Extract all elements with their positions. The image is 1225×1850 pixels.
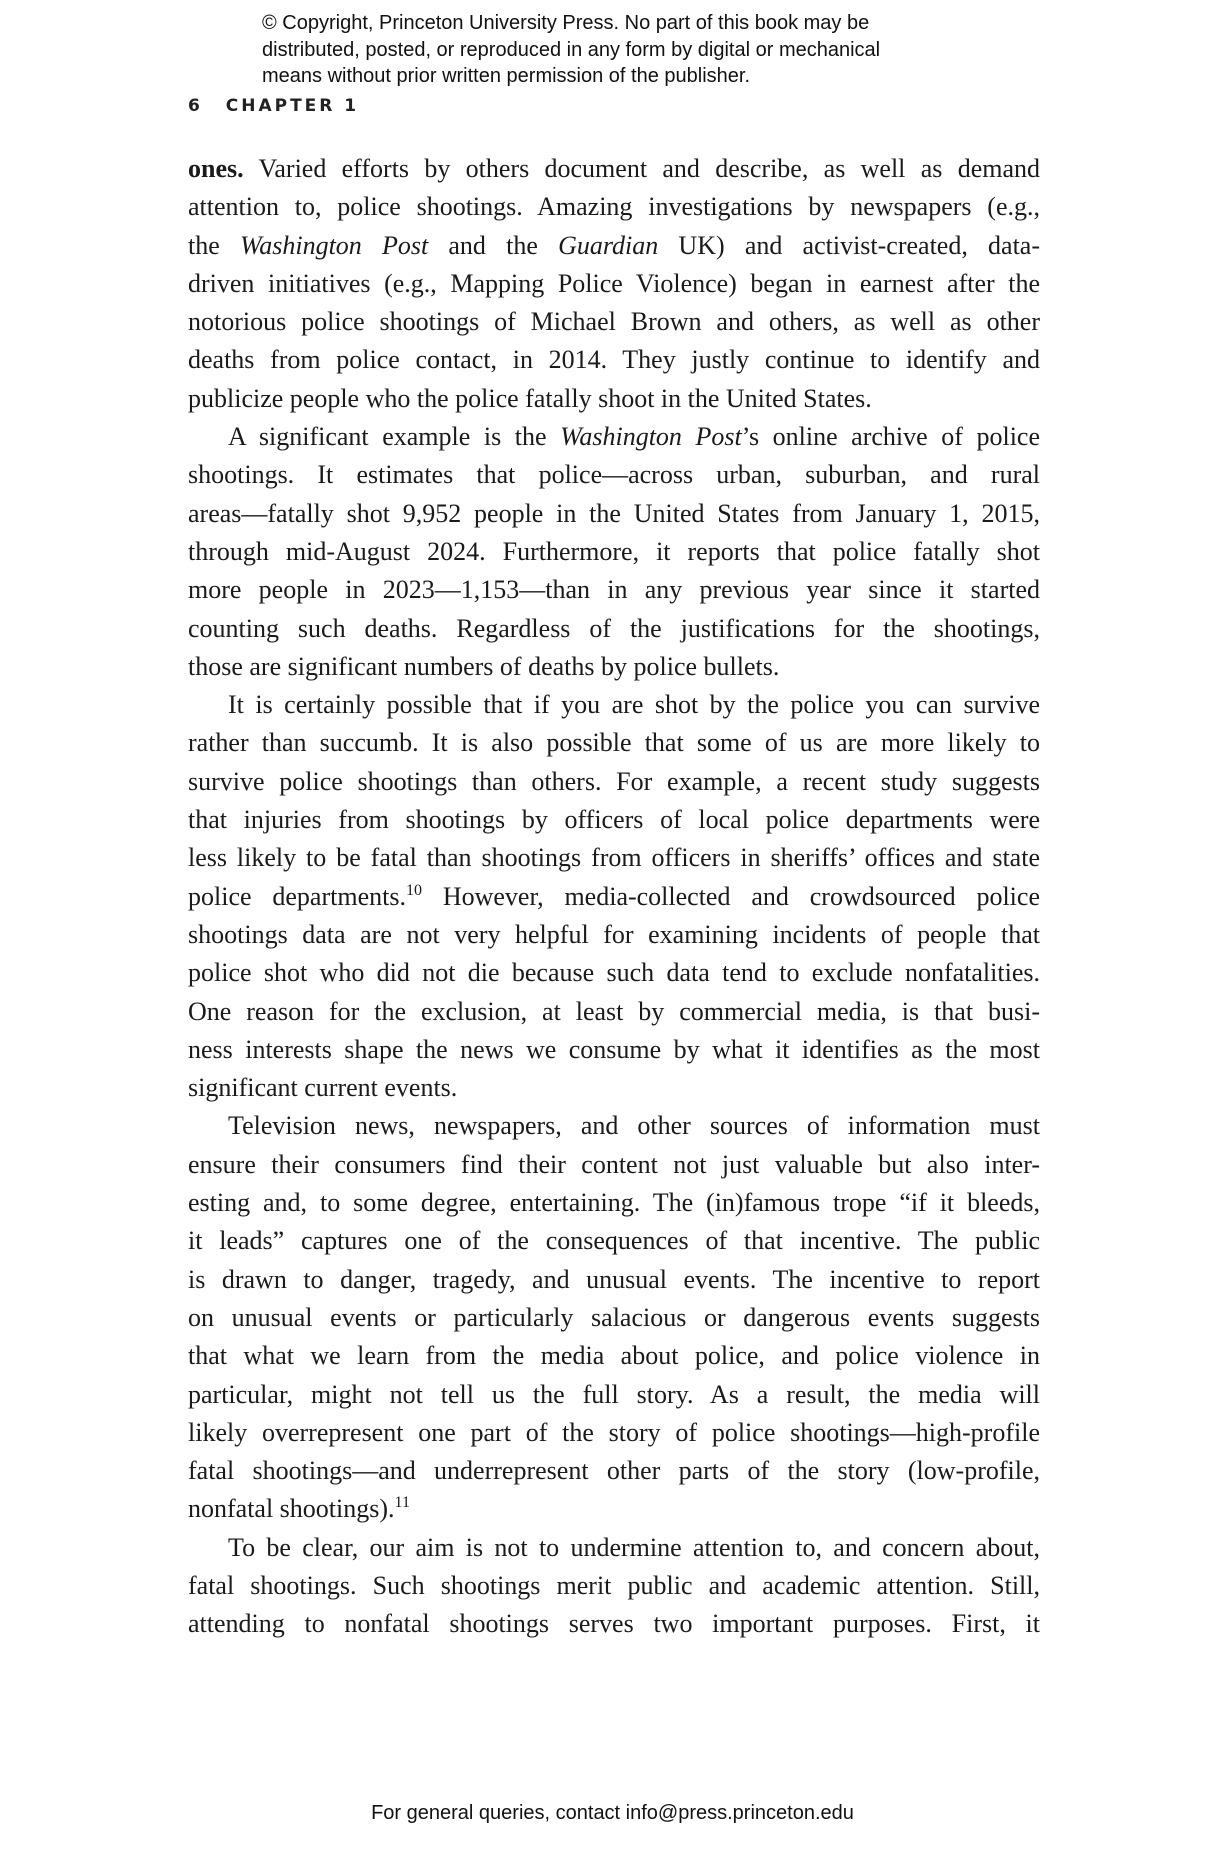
text-run: esting and, to some degree, entertaining. The (in)famous trope “if it bleeds,	[188, 1188, 1040, 1218]
text-run: deaths from police contact, in 2014. They justly continue to identify and	[188, 345, 1040, 375]
body-text	[188, 150, 1040, 1644]
footnote-ref[interactable]: 10	[405, 881, 422, 899]
text-run: Television news, newspapers, and other sources of information must	[228, 1111, 1040, 1141]
text-line	[188, 1337, 1040, 1375]
text-run: less likely to be fatal than shootings from officers in sheriffs’ offices and state	[188, 843, 1040, 873]
text-run: significant current events.	[188, 1073, 458, 1103]
run-in-bold: ones.	[188, 154, 244, 183]
text-run: particular, might not tell us the full story. As a result, the media will	[188, 1379, 1040, 1409]
text-line	[188, 456, 1040, 494]
text-line	[188, 1376, 1040, 1414]
text-line	[188, 1299, 1040, 1337]
text-run: likely overrepresent one part of the story of police shootings—high-profile	[188, 1417, 1040, 1447]
text-run: rather than succumb. It is also possible that some of us are more likely to	[188, 728, 1040, 758]
text-run: ’s online archive of police	[741, 422, 1040, 452]
text-run: those are significant numbers of deaths by police bullets.	[188, 651, 780, 681]
text-run: on unusual events or particularly salacious or dangerous events suggests	[188, 1302, 1040, 1332]
text-line	[188, 1261, 1040, 1299]
text-line	[188, 610, 1040, 648]
text-run: is drawn to danger, tragedy, and unusual events. The incentive to report	[188, 1264, 1040, 1294]
italic-title: Washington Post	[239, 230, 429, 260]
text-line	[188, 188, 1040, 226]
text-run: driven initiatives (e.g., Mapping Police Violence) began in earnest after the	[188, 268, 1040, 298]
text-run: survive police shootings than others. For example, a recent study suggests	[188, 766, 1040, 796]
text-run: areas—fatally shot 9,952 people in the United States from January 1, 2015,	[188, 498, 1040, 528]
text-run: attending to nonfatal shootings serves two important purposes. First, it	[188, 1609, 1040, 1639]
text-line	[188, 341, 1040, 379]
text-run: through mid-August 2024. Furthermore, it reports that police fatally shot	[188, 536, 1040, 566]
text-run: ness interests shape the news we consume by what it identifies as the most	[188, 1034, 1040, 1064]
page-number: 6	[188, 96, 203, 116]
footnote-ref[interactable]: 11	[394, 1494, 410, 1512]
text-run: counting such deaths. Regardless of the justifications for the shootings,	[188, 613, 1040, 643]
text-line	[188, 265, 1040, 303]
copyright-line: © Copyright, Princeton University Press. No part of this book may be	[262, 12, 870, 34]
text-line	[188, 724, 1040, 762]
text-line	[188, 1605, 1040, 1643]
text-run: fatal shootings—and underrepresent other parts of the story (low-profile,	[188, 1456, 1040, 1486]
text-run: fatal shootings. Such shootings merit public and academic attention. Still,	[188, 1570, 1040, 1600]
text-run: shootings data are not very helpful for examining incidents of people that	[188, 919, 1040, 949]
text-line	[188, 150, 1040, 188]
text-line	[188, 227, 1040, 265]
italic-title: Guardian	[558, 230, 659, 260]
text-line	[188, 1567, 1040, 1605]
text-run: One reason for the exclusion, at least by commercial media, is that busi-	[188, 996, 1040, 1026]
text-run: ensure their consumers find their content not just valuable but also inter-	[188, 1149, 1040, 1179]
text-line	[188, 380, 1040, 418]
italic-title: Washington Post	[560, 422, 742, 452]
text-line	[188, 1184, 1040, 1222]
text-line	[188, 686, 1040, 724]
text-line	[188, 303, 1040, 341]
text-line	[188, 533, 1040, 571]
text-run: publicize people who the police fatally shoot in the United States.	[188, 383, 872, 413]
text-line	[188, 878, 1040, 916]
text-line	[188, 1414, 1040, 1452]
text-line	[188, 1069, 1040, 1107]
text-run: nonfatal shootings).	[188, 1494, 395, 1524]
text-line	[188, 1031, 1040, 1069]
text-run: that what we learn from the media about police, and police violence in	[188, 1341, 1040, 1371]
text-line	[188, 495, 1040, 533]
text-run: It is certainly possible that if you are shot by the police you can survive	[228, 690, 1040, 720]
copyright-line: means without prior written permission of the publisher.	[262, 65, 751, 87]
text-run: more people in 2023—1,153—than in any previous year since it started	[188, 575, 1040, 605]
text-run: notorious police shootings of Michael Brown and others, as well as other	[188, 307, 1040, 337]
text-run: police departments.	[188, 881, 406, 911]
text-line	[188, 571, 1040, 609]
text-run: police shot who did not die because such data tend to exclude nonfatalities.	[188, 958, 1040, 988]
text-run: To be clear, our aim is not to undermine attention to, and concern about,	[228, 1532, 1040, 1562]
text-line	[188, 839, 1040, 877]
text-line	[188, 993, 1040, 1031]
copyright-line: distributed, posted, or reproduced in any form by digital or mechanical	[262, 38, 881, 61]
text-run: it leads” captures one of the consequences of that incentive. The public	[188, 1226, 1040, 1256]
text-run: UK) and activist-created, data-	[658, 230, 1040, 260]
text-run: shootings. It estimates that police—across urban, suburban, and rural	[188, 460, 1040, 490]
text-run: the	[188, 230, 240, 260]
text-line	[188, 1452, 1040, 1490]
text-line	[188, 954, 1040, 992]
text-run: However, media-collected and crowdsourced police	[421, 881, 1040, 911]
text-line	[188, 1529, 1040, 1567]
footer-contact: For general queries, contact info@press.princeton.edu	[371, 1802, 854, 1824]
text-line	[188, 1490, 1040, 1528]
text-run: A significant example is the	[228, 422, 561, 452]
text-run: and the	[428, 230, 559, 260]
text-line	[188, 916, 1040, 954]
copyright-notice	[262, 10, 982, 90]
text-run: attention to, police shootings. Amazing investigations by newspapers (e.g.,	[188, 192, 1040, 222]
text-line	[188, 648, 1040, 686]
text-line	[188, 763, 1040, 801]
running-head	[188, 96, 359, 116]
text-run: Varied efforts by others document and describe, as well as demand	[243, 154, 1040, 183]
text-line	[188, 1222, 1040, 1260]
text-line	[188, 801, 1040, 839]
text-line	[188, 1107, 1040, 1145]
text-line	[188, 418, 1040, 456]
chapter-label: CHAPTER 1	[225, 96, 360, 116]
text-run: that injuries from shootings by officers of local police departments were	[188, 805, 1040, 835]
text-line	[188, 1146, 1040, 1184]
